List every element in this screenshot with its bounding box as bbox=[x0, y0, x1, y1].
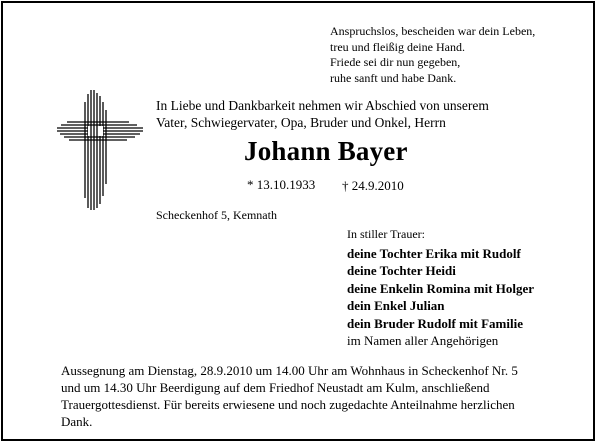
mourner-entry: deine Tochter Heidi bbox=[347, 263, 456, 278]
intro-line: Vater, Schwiegervater, Opa, Bruder und Onkel, Herrn bbox=[156, 115, 446, 130]
cross-icon bbox=[55, 88, 145, 213]
mourner-entry: dein Bruder Rudolf mit Familie bbox=[347, 315, 523, 331]
poem-line: Friede sei dir nun gegeben, bbox=[330, 55, 461, 69]
mourner-entry: deine Enkelin Romina mit Holger bbox=[347, 280, 535, 296]
mourners-heading: In stiller Trauer: bbox=[347, 227, 425, 241]
intro-line: In Liebe und Dankbarkeit nehmen wir Abschied von unserem bbox=[156, 98, 489, 113]
poem bbox=[330, 24, 535, 86]
intro-text bbox=[156, 97, 489, 131]
birth-date: * 13.10.1933 bbox=[247, 177, 316, 192]
footer-line: und um 14.30 Uhr Beerdigung auf dem Friedhof Neustadt am Kulm, anschließend bbox=[61, 380, 490, 395]
footer-line: Dank. bbox=[61, 414, 93, 429]
footer-line: Trauergottesdienst. Für bereits erwiesene und noch zugedachte Anteilnahme herzlichen bbox=[61, 397, 515, 412]
deceased-name: Johann Bayer bbox=[244, 136, 408, 166]
mourner-entry: deine Tochter Erika mit Rudolf bbox=[347, 245, 521, 261]
mourners-block bbox=[347, 226, 534, 350]
mourner-entry: dein Enkel Julian bbox=[347, 298, 445, 313]
footer-line: Aussegnung am Dienstag, 28.9.2010 um 14.00 Uhr am Wohnhaus in Scheckenhof Nr. 5 bbox=[61, 363, 518, 378]
poem-line: Anspruchslos, bescheiden war dein Leben, bbox=[330, 24, 536, 38]
mourners-closing: im Namen aller Angehörigen bbox=[347, 333, 499, 348]
death-date: † 24.9.2010 bbox=[342, 178, 404, 193]
poem-line: treu und fleißig deine Hand. bbox=[330, 39, 465, 54]
poem-line: ruhe sanft und habe Dank. bbox=[330, 70, 457, 85]
service-details bbox=[61, 362, 518, 430]
address: Scheckenhof 5, Kemnath bbox=[156, 208, 277, 222]
